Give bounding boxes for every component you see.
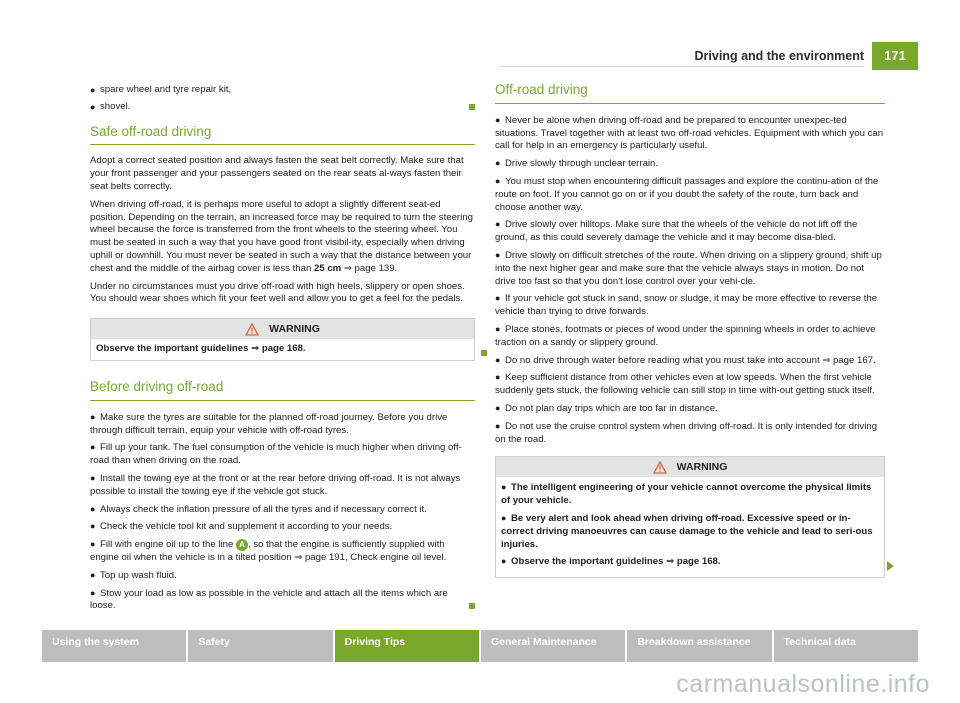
bullet-icon: ● xyxy=(501,482,507,493)
bullet-icon: ● xyxy=(495,420,501,431)
section-title-off-road-driving: Off-road driving xyxy=(495,84,885,104)
nav-tab-technical-data[interactable]: Technical data xyxy=(774,630,918,662)
list-item: ● Drive slowly on difficult stretches of the route. When driving on a slippery ground, shift up into the next higher gear and make sure that the vehicle always stays in motion. Do not drive too fast so that you don't lose control over your vehi-cle. xyxy=(495,249,882,287)
warning-header: WARNING xyxy=(496,457,884,477)
nav-tab-general-maintenance[interactable]: General Maintenance xyxy=(481,630,625,662)
list-item: ● spare wheel and tyre repair kit, xyxy=(90,84,232,95)
watermark: carmanualsonline.info xyxy=(676,670,930,698)
nav-tab-breakdown-assistance[interactable]: Breakdown assistance xyxy=(627,630,771,662)
right-column xyxy=(495,84,885,584)
continue-arrow-icon xyxy=(887,561,894,571)
list-item: ● Do not plan day trips which are too far in distance. xyxy=(495,402,718,414)
bullet-icon: ● xyxy=(495,158,501,169)
section-end-icon xyxy=(469,603,475,609)
warning-triangle-icon xyxy=(653,461,667,474)
bullet-icon: ● xyxy=(501,512,507,523)
paragraph: When driving off-road, it is perhaps more useful to adopt a slightly different seat-ed position. Depending on the terrain, an increased force may be required to turn the steering wheel because the force is transferred from the front wheels to the steering wheel. You must be seated in such a way that you have good front visibil-ity, especially when driving uphill or downhill. You must never be seated in such a way that the distance between your chest and the middle of the airbag cover is less than 25 cm ⇒ page 139. xyxy=(90,198,473,274)
section-title-before-off-road: Before driving off-road xyxy=(90,381,475,401)
warning-box xyxy=(90,318,475,361)
off-road-bullet-list xyxy=(495,114,885,447)
list-item: ● Drive slowly through unclear terrain. xyxy=(495,158,659,170)
list-item: ● Do no drive through water before reading what you must take into account ⇒ page 167. xyxy=(495,354,876,366)
list-item: ● Never be alone when driving off-road and be prepared to encounter unexpec-ted situations. Travel together with at least two off-road vehicles. Equipment with which you can call for help in an emergency is particularly useful. xyxy=(495,114,884,152)
list-item: ● Do not use the cruise control system when driving off-road. It is only intended for driving on the road. xyxy=(495,420,878,445)
nav-tab-using-the-system[interactable]: Using the system xyxy=(42,630,186,662)
header-title: Driving and the environment xyxy=(694,49,864,63)
list-item: ● Install the towing eye at the front or at the rear before driving off-road. It is not always possible to install the towing eye if the vehicle got stuck. xyxy=(90,472,461,497)
bullet-icon: ● xyxy=(495,219,501,230)
warning-list-item: ● Observe the important guidelines ⇒ page 168. xyxy=(501,556,721,568)
section-end-icon xyxy=(469,104,475,110)
list-item: ● If your vehicle got stuck in sand, snow or sludge, it may be more effective to reverse the vehicle than trying to drive forwards. xyxy=(495,293,878,318)
bullet-icon: ● xyxy=(90,503,96,514)
bullet-icon: ● xyxy=(495,175,501,186)
bullet-icon: ● xyxy=(90,411,96,422)
section-end-icon xyxy=(481,350,487,356)
list-item: ● Make sure the tyres are suitable for the planned off-road journey. Before you drive through difficult terrain, equip your vehicle with off-road tyres. xyxy=(90,411,448,436)
bullet-icon: ● xyxy=(90,85,96,95)
nav-tab-safety[interactable]: Safety xyxy=(188,630,332,662)
bullet-icon: ● xyxy=(501,556,507,567)
list-item: ● Fill up your tank. The fuel consumption of the vehicle is much higher when driving off-road than when driving on the road. xyxy=(90,442,462,467)
bullet-icon: ● xyxy=(495,402,501,413)
page-number: 171 xyxy=(872,42,918,70)
page-link[interactable]: ⇒ page 139. xyxy=(341,262,398,274)
marker-a-icon: A xyxy=(236,539,248,551)
paragraph: Adopt a correct seated position and always fasten the seat belt correctly. Make sure that your front passenger and your passengers seated on the rear seats al-ways fasten their seat belts correctly. xyxy=(90,155,464,192)
warning-list-item: ● The intelligent engineering of your vehicle cannot overcome the physical limits of your vehicle. xyxy=(501,482,872,507)
bullet-icon: ● xyxy=(90,472,96,483)
nav-tab-driving-tips[interactable]: Driving Tips xyxy=(335,630,479,662)
bullet-icon: ● xyxy=(90,521,96,532)
bullet-icon: ● xyxy=(495,249,501,260)
bullet-icon: ● xyxy=(90,442,96,453)
bullet-icon: ● xyxy=(90,101,96,112)
list-item: ● Check the vehicle tool kit and supplement it according to your needs. xyxy=(90,521,393,533)
warning-box xyxy=(495,456,885,578)
warning-text: Observe the important guidelines ⇒ page 168. xyxy=(96,343,306,355)
bullet-icon: ● xyxy=(90,569,96,580)
header-rule xyxy=(500,66,864,67)
bullet-icon: ● xyxy=(90,539,96,550)
list-item: ● You must stop when encountering difficult passages and explore the continu-ation of the route on foot. If you cannot go on or if you doubt the safety of the route, turn back and choose another way. xyxy=(495,175,879,213)
list-item: ● shovel. xyxy=(90,101,475,114)
warning-text xyxy=(496,477,884,577)
list-item: ● Drive slowly over hilltops. Make sure that the wheels of the vehicle do not lift off the ground, as this could severely damage the vehicle and it may become disa-bled. xyxy=(495,219,858,244)
left-column xyxy=(90,84,475,617)
bullet-icon: ● xyxy=(495,323,501,334)
list-item: ● Stow your load as low as possible in the vehicle and attach all the items which are loose. xyxy=(90,587,475,614)
list-item: ● Top up wash fluid. xyxy=(90,569,177,581)
warning-header: WARNING xyxy=(91,319,474,339)
list-item: ● Always check the inflation pressure of all the tyres and if necessary correct it. xyxy=(90,503,427,515)
section-title-safe-off-road: Safe off-road driving xyxy=(90,126,475,146)
footer-nav xyxy=(42,630,918,662)
warning-list-item: ● Be very alert and look ahead when driving off-road. Excessive speed or in-correct driving manoeuvres can cause damage to the vehicle and lead to seri-ous injuries. xyxy=(501,512,873,550)
list-item: ● Fill with engine oil up to the line A , so that the engine is sufficiently supplied with engine oil when the vehicle is in a tilted position ⇒ page 191, Check engine oil level. xyxy=(90,539,447,563)
bullet-icon: ● xyxy=(495,372,501,383)
bullet-icon: ● xyxy=(90,587,96,598)
paragraph: Under no circumstances must you drive off-road with high heels, slippery or open shoes. You should wear shoes which fit your feet well and allow you to get a feel for the pedals. xyxy=(90,280,465,305)
bullet-icon: ● xyxy=(495,114,501,125)
page-header xyxy=(0,42,960,70)
bullet-icon: ● xyxy=(495,354,501,365)
list-item: ● Place stones, footmats or pieces of wood under the spinning wheels in order to achieve traction on a sandy or slippery ground. xyxy=(495,323,876,348)
warning-triangle-icon xyxy=(245,323,259,336)
bullet-icon: ● xyxy=(495,293,501,304)
list-item: ● Keep sufficient distance from other vehicles even at low speeds. When the first vehicle suddenly gets stuck, the following vehicle can still stop in time with-out getting stuck itself. xyxy=(495,372,875,397)
